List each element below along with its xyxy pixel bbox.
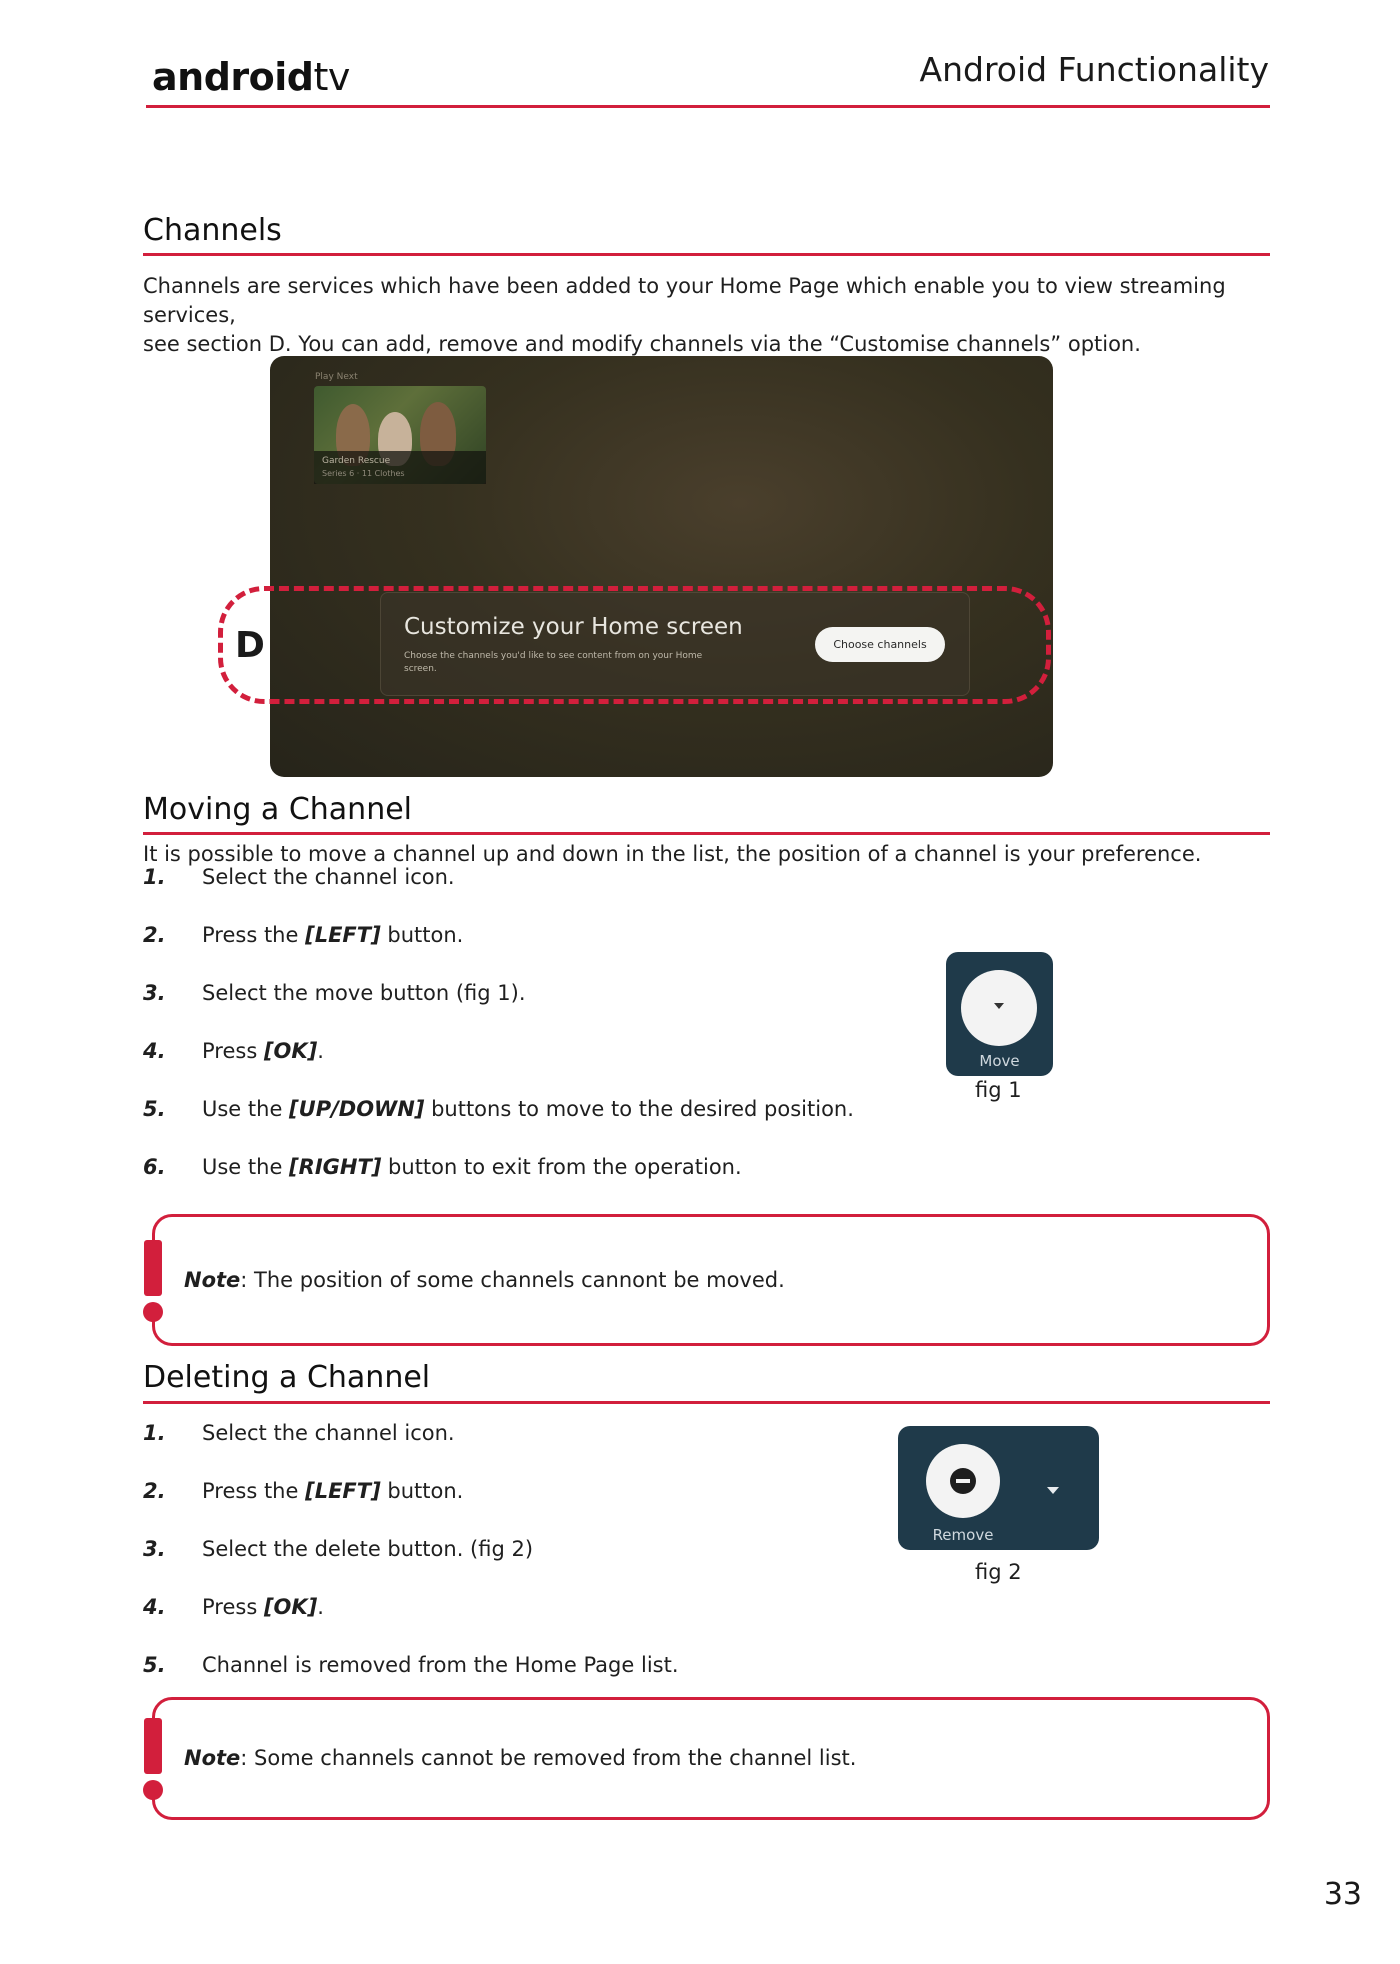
- step-number: 3.: [143, 1537, 166, 1561]
- note-text: : The position of some channels cannont be moved.: [240, 1268, 785, 1292]
- step-text: Channel is removed from the Home Page list.: [202, 1653, 679, 1677]
- step-text: .: [317, 1039, 324, 1063]
- fig1-caption: fig 1: [975, 1078, 1022, 1102]
- step-number: 2.: [143, 1479, 166, 1503]
- step-text: .: [317, 1595, 324, 1619]
- channels-intro-line-2: see section D. You can add, remove and modify channels via the “Customise channels” option.: [143, 332, 1141, 356]
- customize-home-description: Choose the channels you'd like to see content from on your Home screen.: [404, 651, 703, 674]
- logo-tv-text: tv: [313, 55, 350, 99]
- button-keyword: [LEFT]: [305, 1479, 381, 1503]
- moving-note: [184, 1268, 785, 1292]
- button-keyword: [RIGHT]: [289, 1155, 382, 1179]
- step-text: Press the: [202, 923, 306, 947]
- thumbnail-title: Garden Rescue: [322, 456, 391, 466]
- caret-down-icon: [961, 970, 1037, 1046]
- step-text: Press the: [202, 1479, 306, 1503]
- note-keyword: Note: [184, 1268, 241, 1292]
- step-text: button.: [380, 1479, 464, 1503]
- move-label: Move: [979, 1052, 1020, 1070]
- channels-intro-line-1: Channels are services which have been added to your Home Page which enable you to view streaming services,: [143, 274, 1226, 327]
- section-d-callout-outline: [218, 586, 1051, 704]
- section-heading-channels: Channels: [143, 213, 282, 248]
- section-heading-deleting: Deleting a Channel: [143, 1360, 431, 1395]
- step-number: 6.: [143, 1155, 166, 1179]
- step-text: Use the: [202, 1155, 290, 1179]
- note-keyword: Note: [184, 1746, 241, 1770]
- androidtv-logo: [152, 55, 350, 99]
- step-text: buttons to move to the desired position.: [424, 1097, 854, 1121]
- step-text: Select the delete button. (fig 2): [202, 1537, 534, 1561]
- step-number: 1.: [143, 865, 166, 889]
- page-header-title: Android Functionality: [919, 50, 1269, 89]
- caret-down-icon[interactable]: [1043, 1481, 1063, 1501]
- step-number: 3.: [143, 981, 166, 1005]
- button-keyword: [OK]: [263, 1039, 318, 1063]
- button-keyword: [LEFT]: [305, 923, 381, 947]
- exclamation-icon: [143, 1718, 163, 1798]
- step-number: 5.: [143, 1097, 166, 1121]
- android-tv-home-screenshot: [270, 356, 1053, 777]
- exclamation-icon: [143, 1240, 163, 1320]
- section-heading-moving: Moving a Channel: [143, 792, 413, 827]
- channels-intro: [143, 272, 1283, 359]
- step-text: Press: [202, 1595, 264, 1619]
- minus-circle-icon: [926, 1444, 1000, 1518]
- step-number: 4.: [143, 1039, 166, 1063]
- step-text: Use the: [202, 1097, 290, 1121]
- step-number: 4.: [143, 1595, 166, 1619]
- move-circle[interactable]: [961, 970, 1037, 1046]
- note-text: : Some channels cannot be removed from the channel list.: [240, 1746, 857, 1770]
- remove-label: Remove: [932, 1526, 994, 1544]
- step-text: Press: [202, 1039, 264, 1063]
- step-text: Select the channel icon.: [202, 1421, 455, 1445]
- fig2-caption: fig 2: [975, 1560, 1022, 1584]
- step-text: button to exit from the operation.: [381, 1155, 742, 1179]
- step-number: 1.: [143, 1421, 166, 1445]
- step-text: Select the channel icon.: [202, 865, 455, 889]
- choose-channels-button[interactable]: Choose channels: [815, 627, 945, 662]
- fig2-remove-tile: [898, 1426, 1099, 1550]
- section-d-label: D: [232, 624, 268, 668]
- thumbnail-subtitle: Series 6 · 11 Clothes: [322, 469, 405, 478]
- button-keyword: [UP/DOWN]: [289, 1097, 425, 1121]
- step-text: Select the move button (fig 1).: [202, 981, 526, 1005]
- fig1-move-tile: [946, 952, 1053, 1076]
- section-divider-moving: [143, 832, 1270, 835]
- step-number: 5.: [143, 1653, 166, 1677]
- page-number: 33: [1323, 1877, 1362, 1912]
- moving-intro: It is possible to move a channel up and down in the list, the position of a channel is your preference.: [143, 842, 1202, 866]
- header-divider: [146, 105, 1270, 108]
- customize-home-title: Customize your Home screen: [404, 614, 743, 640]
- section-divider-channels: [143, 253, 1270, 256]
- deleting-note: [184, 1746, 856, 1770]
- step-number: 2.: [143, 923, 166, 947]
- button-keyword: [OK]: [263, 1595, 318, 1619]
- play-next-label: Play Next: [315, 372, 358, 382]
- remove-circle[interactable]: [926, 1444, 1000, 1518]
- section-divider-deleting: [143, 1401, 1270, 1404]
- logo-android-text: android: [152, 55, 314, 99]
- step-text: button.: [380, 923, 464, 947]
